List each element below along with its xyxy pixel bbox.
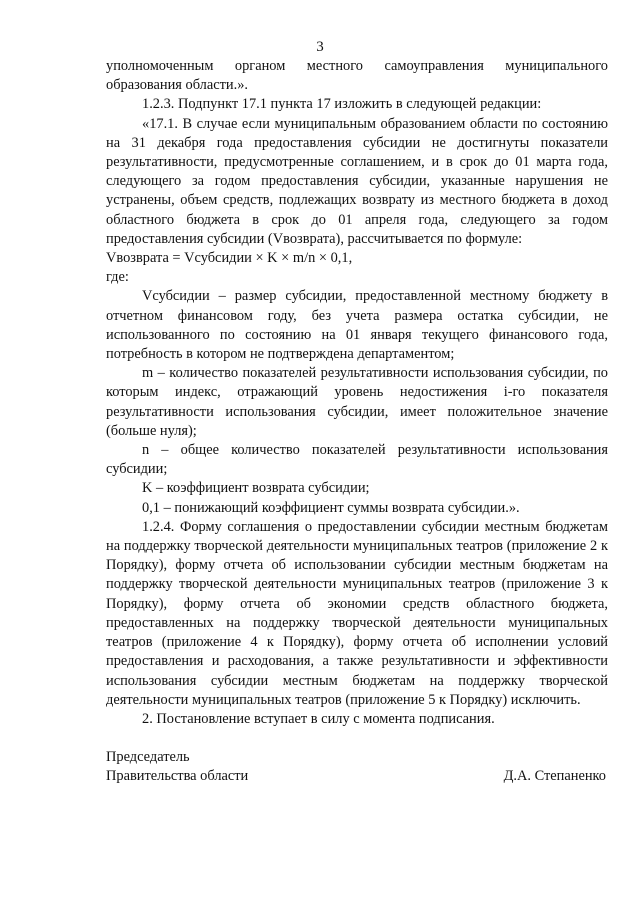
definition-coefficient: 0,1 – понижающий коэффициент суммы возврата субсидии.». [142,499,520,516]
page-number: 3 [316,39,324,55]
definition-v-subsidy: Vсубсидии – размер субсидии, предоставленной местному бюджету в отчетном финансовом году, без учета размера остатка субсидии, не использованного по состоянию на 01 января текущего финансового года, потребность в котором не подтверждена департаментом; [106,288,608,363]
signature-line [106,767,608,786]
paragraph-2: 2. Постановление вступает в силу с момента подписания. [142,710,495,727]
paragraph-1-2-3: 1.2.3. Подпункт 17.1 пункта 17 изложить в следующей редакции: [142,96,542,113]
definition-n: n – общее количество показателей результативности использования субсидии; [106,442,608,478]
where-label: где: [106,269,129,286]
definition-k: K – коэффициент возврата субсидии; [142,480,370,497]
paragraph-17-1: «17.1. В случае если муниципальным образованием области по состоянию на 31 декабря года предоставления субсидии не достигнуты показатели результативности, предусмотренные соглашением, и в срок до 01 марта года, следующего за годом предоставления субсидии, указанные нарушения не устранены, объем средств, подлежащих возврату из местного бюджета в доход областного бюджета в срок до 01 апреля года, следующего за годом предоставления субсидии (Vвозврата), рассчитывается по формуле: [106,115,608,247]
signatory-title-line-2: Правительства области [106,768,249,785]
refund-formula: Vвозврата = Vсубсидии × K × m/n × 0,1, [106,250,353,267]
signatory-title-line-1: Председатель [106,749,190,765]
definition-m: m – количество показателей результативности использования субсидии, по которым индекс, отражающий уровень недостижения i-го показателя результативности использования субсидии, имеет положительное значение (больше нуля); [106,365,608,439]
signature-block [106,748,608,786]
paragraph-continuation: уполномоченным органом местного самоуправления муниципального образования области.». [106,58,608,94]
document-body [106,57,608,729]
signatory-name: Д.А. Степаненко [503,768,606,785]
paragraph-1-2-4: 1.2.4. Форму соглашения о предоставлении субсидии местным бюджетам на поддержку творческой деятельности муниципальных театров (приложение 2 к Порядку), форму отчета об использовании субсидии местным бюджетам на поддержку творческой деятельности муниципальных театров (приложение 3 к Порядку), форму отчета об экономии средств областного бюджета, предоставленных на поддержку творческой деятельности муниципальных театров (приложение 4 к Порядку), форму отчета об исполнении условий предоставления и расходования, а также результативности и эффективности использования субсидии местным бюджетам на поддержку творческой деятельности муниципальных театров (приложение 5 к Порядку) исключить. [106,518,608,708]
